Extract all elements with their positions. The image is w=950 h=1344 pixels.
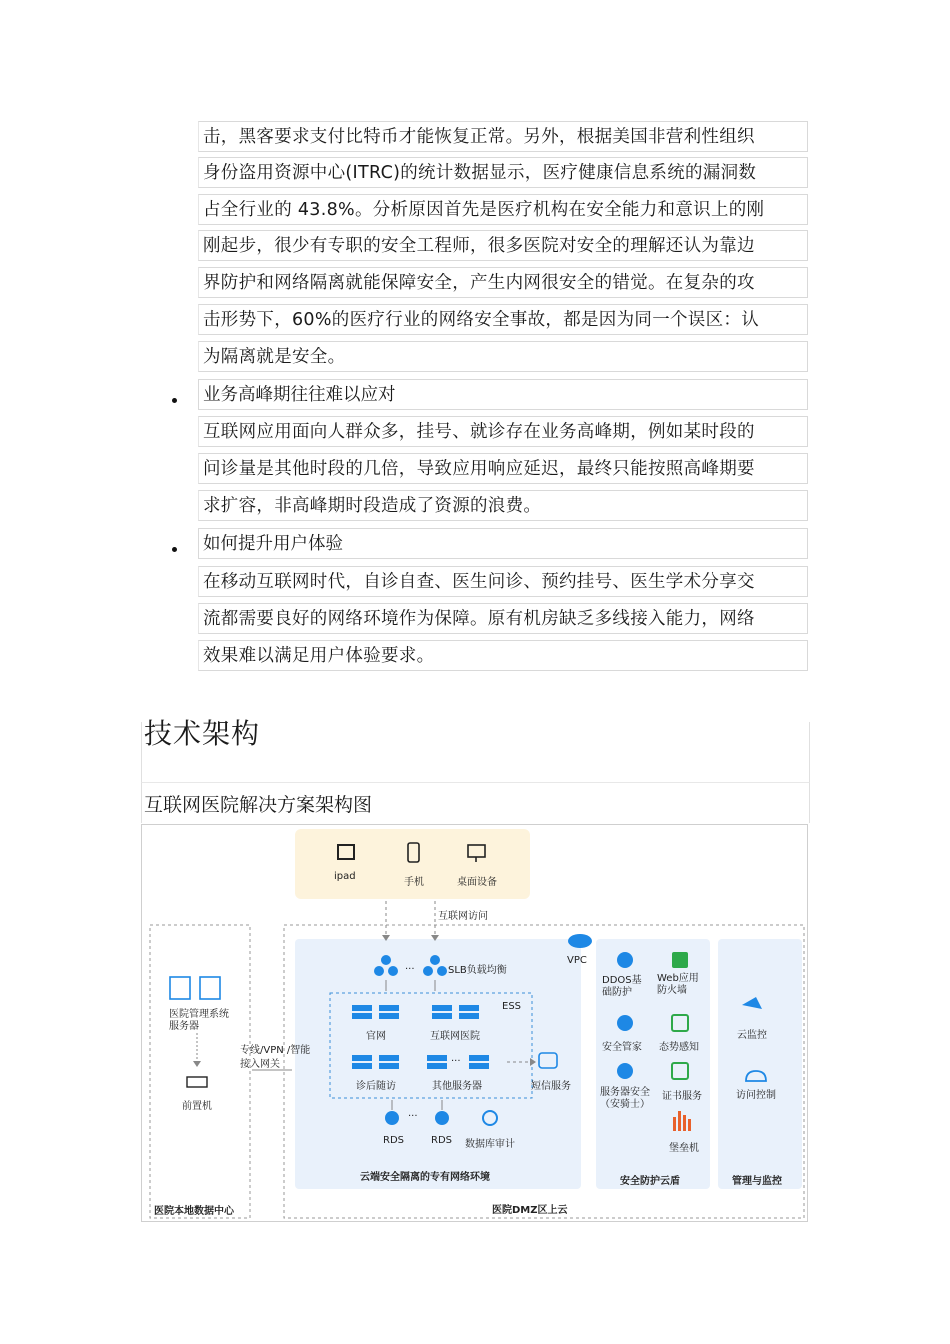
paragraph-line: 为隔离就是安全。 [198,341,808,372]
diagram-title: 互联网医院解决方案架构图 [144,794,373,816]
paragraph-line: 在移动互联网时代，自诊自查、医生问诊、预约挂号、医生学术分享交 [198,566,808,597]
bullet-icon [172,547,177,552]
management-title: 管理与监控 [732,1176,782,1187]
paragraph-line: 问诊量是其他时段的几倍，导致应用响应延迟，最终只能按照高峰期要 [198,453,808,484]
device-label-phone: 手机 [404,877,424,888]
paragraph-line: 刚起步，很少有专职的安全工程师，很多医院对安全的理解还认为靠边 [198,230,808,261]
management-item: 云监控 [737,1030,767,1041]
security-item: Web应用防火墙 [657,973,699,996]
paragraph-line: 求扩容，非高峰期时段造成了资源的浪费。 [198,490,808,521]
dots-label: ... [405,961,415,972]
bullet-title: 业务高峰期往往难以应对 [198,379,808,410]
paragraph-line: 占全行业的 43.8%。分析原因首先是医疗机构在安全能力和意识上的刚 [198,194,808,225]
rds-label: RDS [431,1135,452,1146]
security-item: 态势感知 [659,1042,699,1053]
paragraph-line: 流都需要良好的网络环境作为保障。原有机房缺乏多线接入能力，网络 [198,603,808,634]
server-label: 互联网医院 [430,1031,480,1042]
device-label-ipad: ipad [334,871,356,882]
bullet-title: 如何提升用户体验 [198,528,808,559]
paragraph-line: 效果难以满足用户体验要求。 [198,640,808,671]
local-center-label: 医院本地数据中心 [154,1206,234,1217]
server-label: 其他服务器 [432,1081,482,1092]
link-label: 专线/VPN /智能接入网关 [240,1045,311,1070]
front-machine-label: 前置机 [182,1101,212,1112]
architecture-diagram [141,824,808,1222]
private-env-label: 云端安全隔离的专有网络环境 [360,1172,490,1183]
server-label: 官网 [366,1031,386,1042]
section-title: 技术架构 [144,717,261,750]
internet-access-label: 互联网访问 [438,911,488,922]
management-item: 访问控制 [736,1090,776,1101]
paragraph-line: 身份盗用资源中心(ITRC)的统计数据显示，医疗健康信息系统的漏洞数 [198,157,808,188]
security-item: DDOS基础防护 [602,975,642,998]
rds-label: RDS [383,1135,404,1146]
device-label-desktop: 桌面设备 [457,877,497,888]
sms-label: 短信服务 [531,1081,571,1092]
db-audit-label: 数据库审计 [465,1139,515,1150]
security-item: 证书服务 [662,1091,702,1102]
paragraph-line: 击形势下，60%的医疗行业的网络安全事故，都是因为同一个误区：认 [198,304,808,335]
bullet-icon [172,398,177,403]
security-title: 安全防护云盾 [620,1176,680,1187]
dots-label: ... [408,1108,418,1119]
security-item: 服务器安全（安骑士） [600,1087,650,1110]
security-item: 安全管家 [602,1042,642,1053]
security-item: 堡垒机 [669,1143,699,1154]
server-label: 诊后随访 [356,1081,396,1092]
vpc-label: VPC [567,955,587,966]
his-server-label: 医院管理系统服务器 [169,1009,229,1032]
dmz-label: 医院DMZ区上云 [492,1205,568,1216]
paragraph-line: 击，黑客要求支付比特币才能恢复正常。另外，根据美国非营利性组织 [198,121,808,152]
paragraph-line: 界防护和网络隔离就能保障安全，产生内网很安全的错觉。在复杂的攻 [198,267,808,298]
dots-label: ... [451,1053,461,1064]
slb-label: SLB负载均衡 [448,965,507,976]
ess-label: ESS [502,1001,522,1012]
paragraph-line: 互联网应用面向人群众多，挂号、就诊存在业务高峰期，例如某时段的 [198,416,808,447]
